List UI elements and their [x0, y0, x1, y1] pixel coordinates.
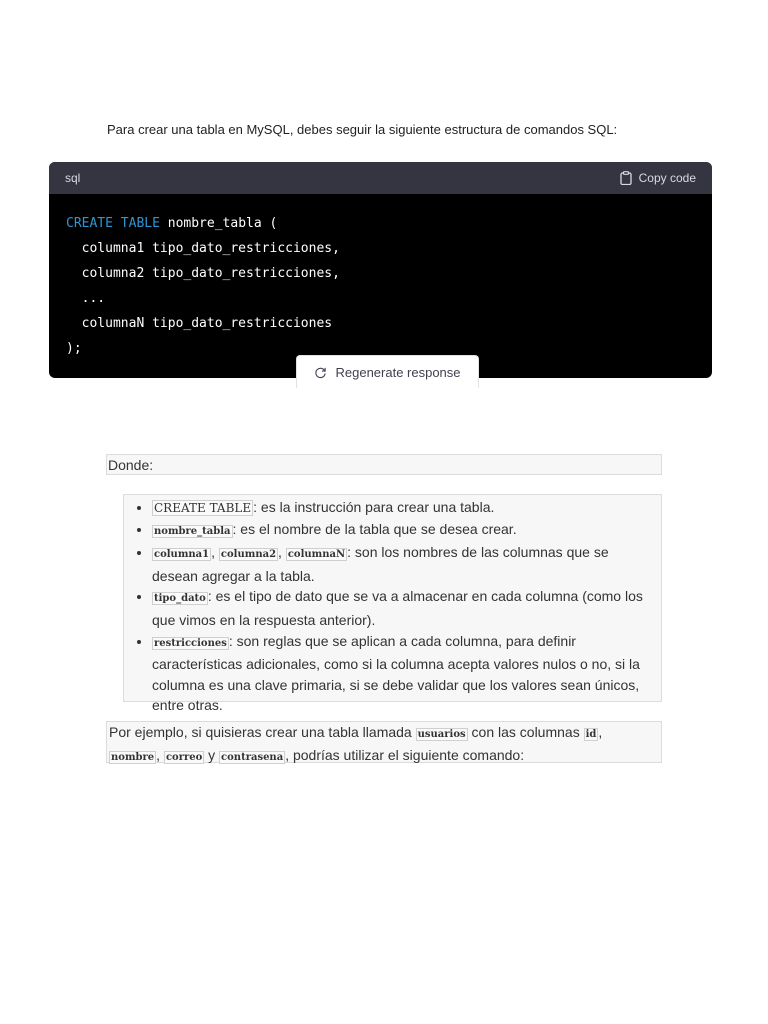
code-line-2: columna1 tipo_dato_restricciones,	[66, 241, 340, 256]
copy-code-button[interactable]	[620, 171, 696, 185]
code-line-4: ...	[66, 291, 106, 306]
definitions-box	[123, 494, 662, 714]
code-keyword: CREATE TABLE	[66, 216, 160, 231]
code-block	[49, 162, 712, 378]
code-term: contrasena	[221, 752, 284, 763]
code-header	[49, 162, 712, 194]
code-line-5: columnaN tipo_dato_restricciones	[66, 316, 333, 331]
separator: ,	[598, 724, 603, 740]
intro-text: Para crear una tabla en MySQL, debes seguir la siguiente estructura de comandos SQL:	[107, 122, 618, 137]
code-term: id	[585, 729, 597, 740]
code-content	[49, 194, 712, 361]
refresh-icon	[314, 366, 327, 379]
example-text: y	[204, 747, 220, 763]
copy-code-label: Copy code	[638, 171, 696, 185]
list-item	[152, 586, 655, 630]
example-text: Por ejemplo, si quisieras crear una tabla llamada	[109, 724, 416, 740]
definition-text: : es la instrucción para crear una tabla.	[253, 499, 495, 515]
definitions-list	[124, 497, 655, 716]
code-line-6: );	[66, 341, 82, 356]
list-item	[152, 497, 655, 519]
code-language-label: sql	[65, 171, 81, 185]
code-line-1: nombre_tabla (	[159, 216, 278, 231]
code-term: tipo_dato	[154, 593, 206, 605]
code-term: usuarios	[417, 729, 466, 740]
code-term: nombre	[111, 752, 155, 763]
regenerate-response-button[interactable]	[296, 355, 479, 388]
code-term: columnaN	[287, 549, 346, 561]
separator: ,	[156, 747, 164, 763]
regenerate-label: Regenerate response	[335, 364, 461, 380]
definition-text: : es el tipo de dato que se va a almacenar en cada columna (como los que vimos en la respuesta anterior).	[152, 588, 643, 628]
separator: ,	[211, 544, 219, 561]
clipboard-icon	[620, 171, 632, 185]
example-text: con las columnas	[467, 724, 584, 740]
code-term: correo	[165, 752, 203, 763]
code-term: nombre_tabla	[154, 525, 231, 537]
example-text: , podrías utilizar el siguiente comando:	[285, 747, 525, 763]
donde-heading: Donde:	[106, 454, 662, 475]
code-line-3: columna2 tipo_dato_restricciones,	[66, 266, 340, 281]
list-item	[152, 519, 655, 543]
definition-text: : son los nombres de las columnas que se desean agregar a la tabla.	[152, 544, 609, 584]
definition-text: : son reglas que se aplican a cada columna, para definir características adicionales, como si la columna acepta valores nulos o no, si la columna es una clave primaria, si se debe validar que los valores sean únicos, entre otras.	[152, 632, 640, 714]
code-term: columna1	[154, 549, 210, 561]
example-paragraph	[106, 721, 662, 763]
code-term: columna2	[220, 549, 277, 561]
list-item	[152, 631, 655, 716]
separator: ,	[278, 544, 286, 561]
definition-text: : es el nombre de la tabla que se desea crear.	[232, 520, 517, 537]
code-term: restricciones	[154, 637, 227, 649]
list-item	[152, 542, 655, 586]
code-term: CREATE TABLE	[154, 501, 252, 515]
